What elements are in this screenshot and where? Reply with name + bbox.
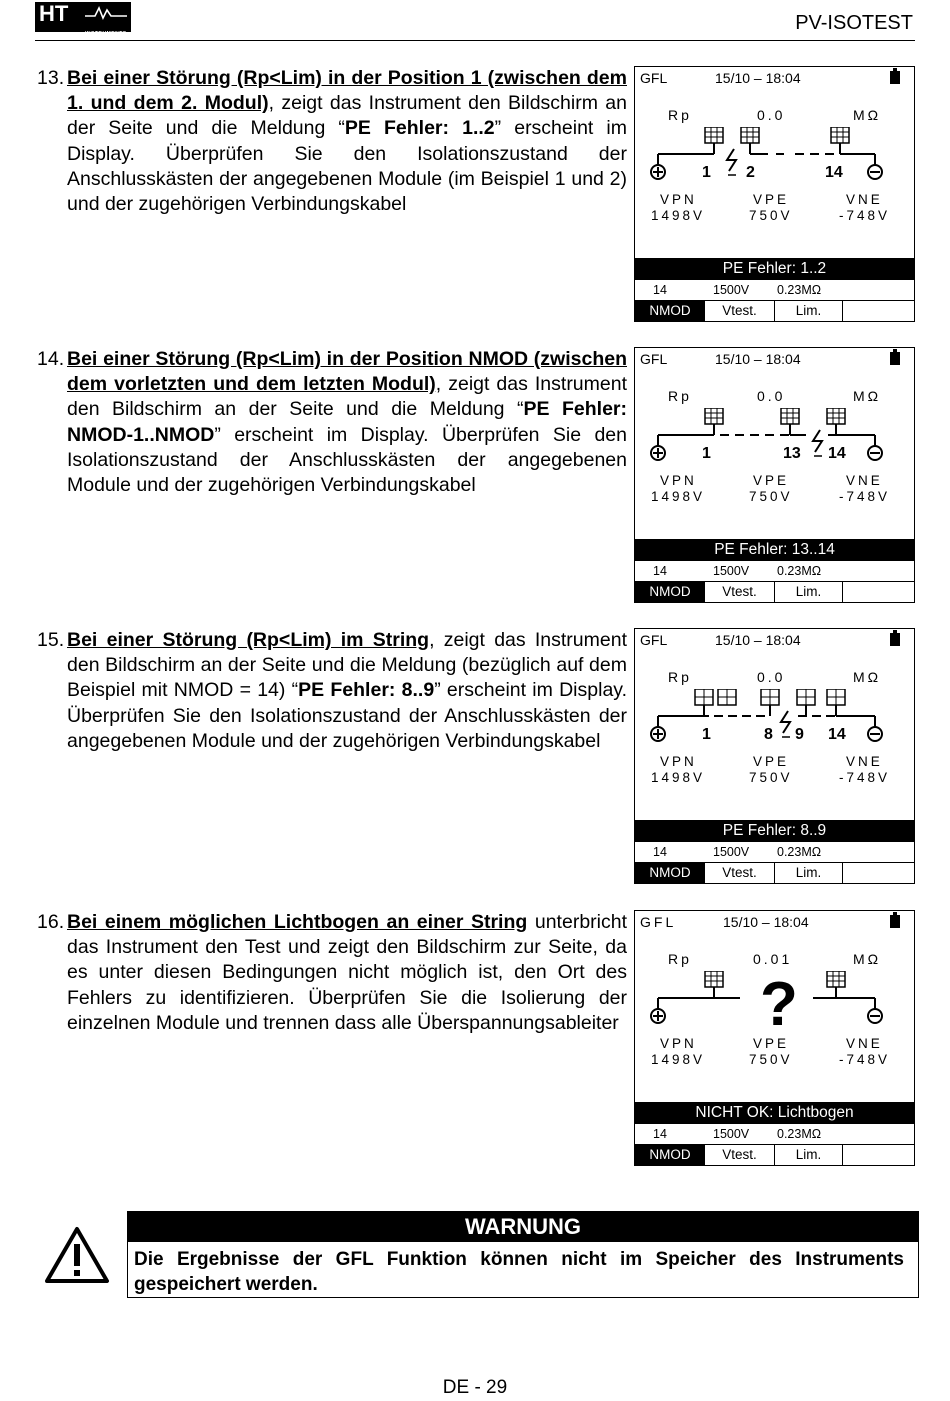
nmod-value: 14 (653, 845, 667, 859)
vtest-value: 1500V (713, 1127, 750, 1141)
item-text-cont: ” erscheint im Display. Überprüfen Sie den Isolationszustand der Anschlusskästen der angegebenen Module (im Beispiel 1 und 2) und der zugehörigen Verbindungskabel (67, 117, 628, 216)
item-message: PE Fehler: NMOD-1..NMOD (67, 398, 627, 446)
rp-label: Rp (668, 388, 692, 404)
vne-value: -748V (839, 208, 891, 223)
nmod-value: 14 (653, 283, 667, 297)
module-label: 1 (702, 164, 711, 181)
vne-label: VNE (846, 473, 883, 488)
item-heading: Bei einer Störung (Rp<Lim) in der Position 1 (zwischen dem 1. und dem 2. Modul) (67, 67, 627, 115)
softkey-nmod[interactable]: NMOD (635, 863, 705, 884)
display-datetime: 15/10 – 18:04 (715, 632, 801, 648)
param-row (635, 280, 914, 300)
module-label: 14 (825, 164, 843, 181)
vpe-value: 750V (749, 1052, 793, 1067)
rp-value: 0.0 (757, 669, 786, 685)
vtest-value: 1500V (713, 564, 750, 578)
module-string-diagram (650, 127, 900, 187)
vpn-label: VPN (660, 1036, 697, 1051)
item-heading: Bei einem möglichen Lichtbogen an einer String (67, 911, 528, 933)
item-text: unterbricht das Instrument den Test und zeigt den Bildschirm zur Seite, da es unter diesen Bedingungen nicht möglich ist, den Ort des Fehlers zu identifizieren. Überprüfen Sie die Isolierung der einzelnen Module und trennen dass alle Überspannungsableiter (67, 911, 627, 1034)
param-row (635, 561, 914, 581)
lim-value: 0.23MΩ (777, 564, 822, 578)
document-title: PV-ISOTEST (795, 12, 913, 34)
rp-unit: MΩ (853, 669, 882, 685)
instrument-display (634, 347, 915, 603)
item-message: PE Fehler: 8..9 (298, 679, 435, 702)
rp-unit: MΩ (853, 107, 882, 123)
softkey-nmod[interactable]: NMOD (635, 582, 705, 603)
vne-value: -748V (839, 489, 891, 504)
module-label: 8 (764, 726, 773, 743)
softkey-bar (635, 862, 914, 884)
vpn-value: 1498V (651, 770, 706, 785)
warning-box (127, 1211, 919, 1298)
param-row (635, 842, 914, 862)
nmod-value: 14 (653, 1127, 667, 1141)
softkey-lim[interactable]: Lim. (775, 582, 843, 603)
instrument-display (634, 628, 915, 884)
item-paragraph (67, 347, 627, 498)
softkey-bar (635, 581, 914, 603)
logo-subtext: INSTRUMENTS (85, 31, 127, 37)
vpe-value: 750V (749, 208, 793, 223)
item-text: , zeigt das Instrument den Bildschirm an der Seite und die Meldung (bezüglich auf dem Beispiel mit NMOD = 14) “ (67, 629, 628, 702)
display-mode: GFL (640, 70, 668, 86)
logo-text: HT (39, 1, 69, 26)
waveform-icon (85, 6, 127, 20)
display-datetime: 15/10 – 18:04 (715, 351, 801, 367)
vne-value: -748V (839, 770, 891, 785)
item-number: 16. (37, 911, 65, 933)
param-row (635, 1124, 914, 1144)
lim-value: 0.23MΩ (777, 845, 822, 859)
module-string-diagram (650, 689, 900, 749)
vpn-value: 1498V (651, 208, 706, 223)
item-number: 15. (37, 629, 65, 651)
module-string-diagram (650, 408, 900, 468)
rp-value: 0.0 (757, 107, 786, 123)
module-label: 1 (702, 445, 711, 462)
module-label: 2 (746, 164, 755, 181)
vpe-value: 750V (749, 489, 793, 504)
battery-icon (890, 71, 900, 84)
softkey-vtest[interactable]: Vtest. (705, 582, 775, 603)
rp-value: 0.0 (757, 388, 786, 404)
fault-message: PE Fehler: 1..2 (635, 258, 914, 280)
rp-label: Rp (668, 669, 692, 685)
rp-label: Rp (668, 951, 692, 967)
display-mode: GFL (640, 351, 668, 367)
warning-title: WARNUNG (128, 1212, 918, 1242)
battery-icon (890, 633, 900, 646)
module-label: 14 (828, 726, 846, 743)
softkey-lim[interactable]: Lim. (775, 1145, 843, 1166)
item-text-cont: ” erscheint im Display. Überprüfen Sie den Isolationszustand der Anschlusskästen der angegebenen Module und der zugehörigen Verbindungskabel (67, 679, 628, 752)
display-datetime: 15/10 – 18:04 (723, 914, 809, 930)
softkey-lim[interactable]: Lim. (775, 301, 843, 322)
rp-unit: MΩ (853, 388, 882, 404)
instrument-display (634, 66, 915, 322)
rp-unit: MΩ (853, 951, 882, 967)
warning-text: Die Ergebnisse der GFL Funktion können nicht im Speicher des Instruments gespeichert werden. (134, 1249, 904, 1295)
vpe-label: VPE (753, 1036, 790, 1051)
warning-triangle-icon (44, 1226, 110, 1284)
vpn-label: VPN (660, 754, 697, 769)
softkey-bar (635, 1144, 914, 1166)
module-label: 14 (828, 445, 846, 462)
vtest-value: 1500V (713, 283, 750, 297)
page-header (35, 0, 915, 41)
vne-label: VNE (846, 754, 883, 769)
vne-value: -748V (839, 1052, 891, 1067)
vpn-label: VPN (660, 473, 697, 488)
module-label: 13 (783, 445, 801, 462)
item-message: PE Fehler: 1..2 (344, 117, 495, 140)
battery-icon (890, 352, 900, 365)
item-heading: Bei einer Störung (Rp<Lim) in der Position NMOD (zwischen dem vorletzten und dem letzten Modul) (67, 348, 627, 396)
module-label: 1 (702, 726, 711, 743)
unknown-location-mark: ? (760, 971, 798, 1031)
vne-label: VNE (846, 1036, 883, 1051)
softkey-vtest[interactable]: Vtest. (705, 1145, 775, 1166)
item-text: , zeigt das Instrument den Bildschirm an der Seite und die Meldung “ (67, 92, 627, 140)
item-paragraph (67, 66, 627, 217)
module-label: 9 (795, 726, 804, 743)
softkey-vtest[interactable]: Vtest. (705, 301, 775, 322)
display-mode: GFL (640, 914, 677, 930)
rp-label: Rp (668, 107, 692, 123)
vpn-value: 1498V (651, 489, 706, 504)
item-number: 13. (37, 67, 65, 89)
item-heading: Bei einer Störung (Rp<Lim) im String (67, 629, 430, 651)
item-paragraph (67, 628, 627, 754)
module-string-diagram (650, 971, 900, 1031)
softkey-nmod[interactable]: NMOD (635, 301, 705, 322)
item-text: , zeigt das Instrument den Bildschirm an der Seite und die Meldung “ (67, 373, 628, 421)
nmod-value: 14 (653, 564, 667, 578)
page-number: DE - 29 (442, 1377, 508, 1398)
fault-message: PE Fehler: 13..14 (635, 539, 914, 561)
vpn-label: VPN (660, 192, 697, 207)
fault-message: PE Fehler: 8..9 (635, 820, 914, 842)
softkey-vtest[interactable]: Vtest. (705, 863, 775, 884)
vne-label: VNE (846, 192, 883, 207)
lim-value: 0.23MΩ (777, 1127, 822, 1141)
item-paragraph (67, 910, 627, 1036)
softkey-bar (635, 300, 914, 322)
rp-value: 0.01 (753, 951, 793, 967)
softkey-lim[interactable]: Lim. (775, 863, 843, 884)
fault-message: NICHT OK: Lichtbogen (635, 1102, 914, 1124)
lim-value: 0.23MΩ (777, 283, 822, 297)
item-number: 14. (37, 348, 65, 370)
item-text-cont: ” erscheint im Display. Überprüfen Sie den Isolationszustand der Anschlusskästen der angegebenen Module und der zugehörigen Verbindungskabel (67, 423, 627, 497)
softkey-nmod[interactable]: NMOD (635, 1145, 705, 1166)
vpe-label: VPE (753, 192, 790, 207)
battery-icon (890, 915, 900, 928)
vpe-value: 750V (749, 770, 793, 785)
display-datetime: 15/10 – 18:04 (715, 70, 801, 86)
display-mode: GFL (640, 632, 668, 648)
vpn-value: 1498V (651, 1052, 706, 1067)
vpe-label: VPE (753, 754, 790, 769)
ht-logo (35, 1, 131, 37)
instrument-display (634, 910, 915, 1166)
vpe-label: VPE (753, 473, 790, 488)
vtest-value: 1500V (713, 845, 750, 859)
